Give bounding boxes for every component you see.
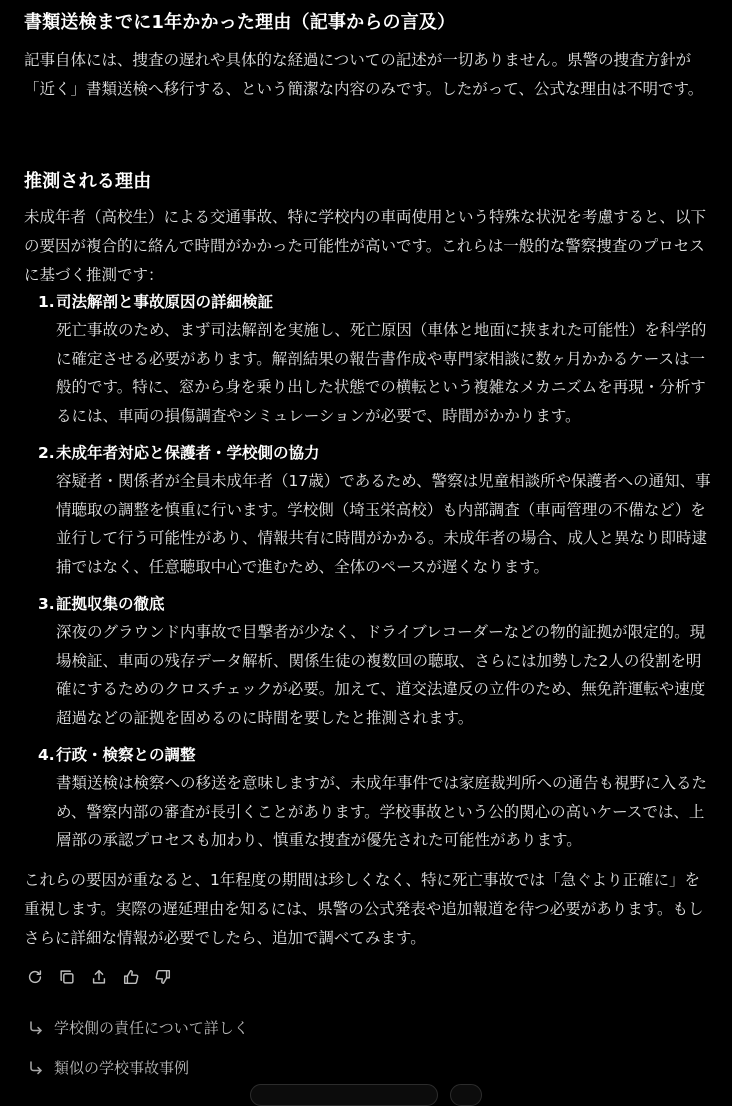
- share-icon[interactable]: [88, 966, 110, 988]
- list-item-body: 死亡事故のため、まず司法解剖を実施し、死亡原因（車体と地面に挟まれた可能性）を科学的に確定させる必要があります。解剖結果の報告書作成や専門家相談に数ヶ月かかるケースは一般的です。特に、窓から身を乗り出した状態での横転という複雑なメカニズムを再現・分析するには、車両の損傷調査やシミュレーションが必要で、時間がかかります。: [56, 321, 707, 425]
- list-item-title-text: 司法解剖と事故原因の詳細検証: [56, 293, 274, 311]
- arrow-icon: [28, 1020, 44, 1036]
- list-item-title-text: 行政・検察との調整: [56, 746, 196, 764]
- list-item-title: [38, 590, 712, 618]
- reason-list: [24, 288, 712, 864]
- response-actions: [24, 966, 174, 988]
- list-item-title: [38, 439, 712, 467]
- list-item-title: [38, 741, 712, 769]
- thumbs-up-icon[interactable]: [120, 966, 142, 988]
- list-item-number: 4.: [38, 746, 55, 764]
- regenerate-icon[interactable]: [24, 966, 46, 988]
- copy-icon[interactable]: [56, 966, 78, 988]
- list-item-body: 書類送検は検察への移送を意味しますが、未成年事件では家庭裁判所への通告も視野に入るため、警察内部の審査が長引くことがあります。学校事故という公的関心の高いケースでは、上層部の承認プロセスも加わり、慎重な捜査が優先された可能性があります。: [56, 774, 708, 849]
- list-item-title-text: 証拠収集の徹底: [56, 595, 165, 613]
- suggestion-item[interactable]: [28, 1057, 189, 1078]
- list-item: [24, 288, 712, 430]
- suggestion-item[interactable]: [28, 1017, 249, 1038]
- paragraph: 記事自体には、捜査の遅れや具体的な経過についての記述が一切ありません。県警の捜査方針が「近く」書類送検へ移行する、という簡潔な内容のみです。したがって、公式な理由は不明です。: [24, 51, 704, 98]
- list-item-title: [38, 288, 712, 316]
- list-item: [24, 439, 712, 581]
- list-item-body: 深夜のグラウンド内事故で目撃者が少なく、ドライブレコーダーなどの物的証拠が限定的。現場検証、車両の残存データ解析、関係生徒の複数回の聴取、さらには加勢した2人の役割を明確にするためのクロスチェックが必要。加えて、道交法違反の立件のため、無免許運転や速度超過などの証拠を固めるのに時間を要したと推測されます。: [56, 623, 706, 727]
- suggestion-label: 学校側の責任について詳しく: [54, 1019, 249, 1037]
- list-item-body: 容疑者・関係者が全員未成年者（17歳）であるため、警察は児童相談所や保護者への通知、事情聴取の調整を慎重に行います。学校側（埼玉栄高校）も内部調査（車両管理の不備など）を並行して行う可能性があり、情報共有に時間がかかる。未成年者の場合、成人と異なり即時逮捕ではなく、任意聴取中心で進むため、全体のペースが遅くなります。: [56, 472, 711, 576]
- input-bar-edge: [250, 1084, 438, 1106]
- suggestion-label: 類似の学校事故事例: [54, 1059, 190, 1077]
- section-heading: 書類送検までに1年かかった理由（記事からの言及）: [24, 12, 456, 33]
- list-item-title-text: 未成年者対応と保護者・学校側の協力: [56, 444, 320, 462]
- input-button-edge: [450, 1084, 482, 1106]
- thumbs-down-icon[interactable]: [152, 966, 174, 988]
- list-item-number: 1.: [38, 293, 55, 311]
- conclusion-paragraph: これらの要因が重なると、1年程度の期間は珍しくなく、特に死亡事故では「急ぐより正確に」を重視します。実際の遅延理由を知るには、県警の公式発表や追加報道を待つ必要があります。もしさらに詳細な情報が必要でしたら、追加で調べてみます。: [24, 871, 704, 947]
- list-item: [24, 741, 712, 855]
- paragraph: 未成年者（高校生）による交通事故、特に学校内の車両使用という特殊な状況を考慮すると、以下の要因が複合的に絡んで時間がかかった可能性が高いです。これらは一般的な警察捜査のプロセスに基づく推測です：: [24, 208, 707, 284]
- section-heading: 推測される理由: [24, 171, 152, 192]
- arrow-icon: [28, 1060, 44, 1076]
- list-item-number: 2.: [38, 444, 55, 462]
- list-item: [24, 590, 712, 732]
- list-item-number: 3.: [38, 595, 55, 613]
